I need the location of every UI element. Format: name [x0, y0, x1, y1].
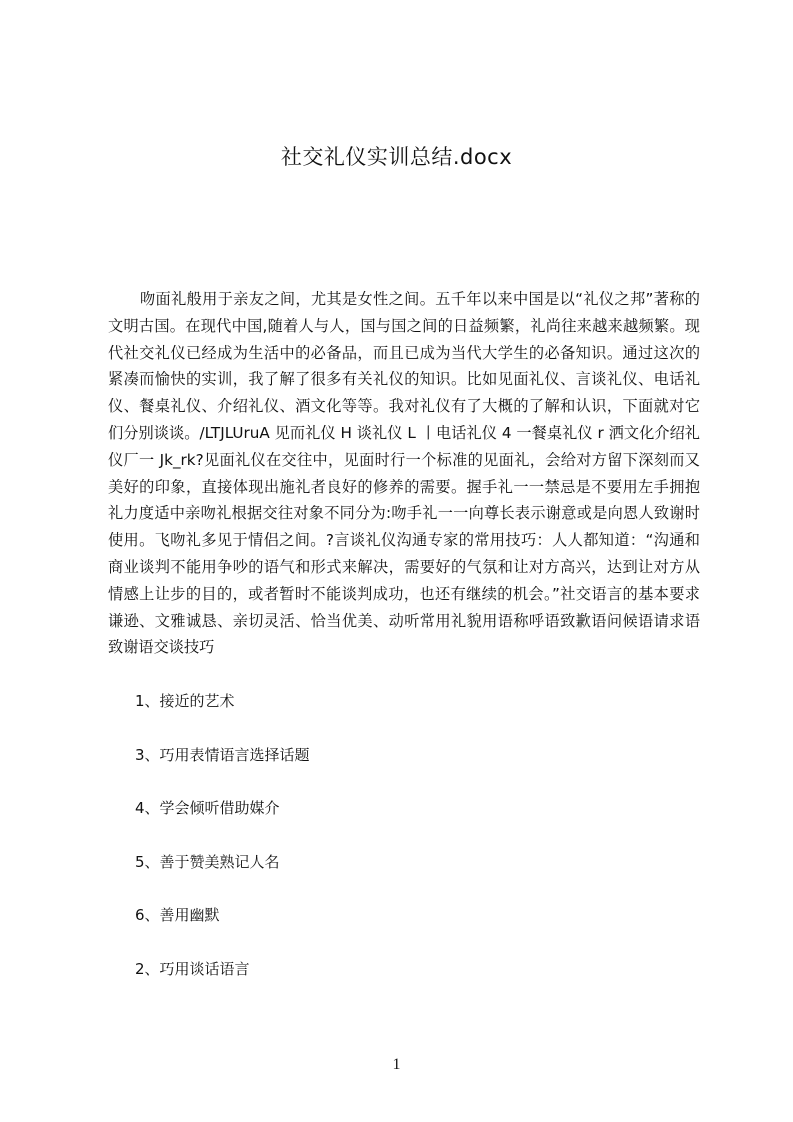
list-item: 5、善于赞美熟记人名 — [135, 852, 280, 871]
body-paragraph: 吻面礼般用于亲友之间，尤其是女性之间。五千年以来中国是以“礼仪之邦”著称的文明古国。在现代中国,随着人与人，国与国之间的日益频繁，礼尚往来越来越频繁。现代社交礼仪已经成为生活中的必备品，而且已成为当代大学生的必备知识。通过这次的紧凑而愉快的实训，我了解了很多有关礼仪的知识。比如见面礼仪、言谈礼仪、电话礼仪、餐桌礼仪、介绍礼仪、酒文化等等。我对礼仪有了大概的了解和认识，下面就对它们分别谈谈。/LTJLUruA 见而礼仪 H 谈礼仪 L 丨电话礼仪 4 一餐桌礼仪 r 洒文化介绍礼仪厂一 Jk_rk?见面礼仪在交往中，见面时行一个标准的见面礼，会给对方留下深刻而又美好的印象，直接体现出施礼者良好的修养的需要。握手礼一一禁忌是不要用左手拥抱礼力度适中亲吻礼根据交往对象不同分为:吻手礼一一向尊长表示谢意或是向恩人致谢时使用。飞吻礼多见于情侣之间。?言谈礼仪沟通专家的常用技巧：人人都知道：“沟通和商业谈判不能用争吵的语气和形式来解决，需要好的气氛和让对方高兴，达到让对方从情感上让步的目的，或者暂时不能谈判成功，也还有继续的机会。”社交语言的基本要求谦逊、文雅诚恳、亲切灵活、恰当优美、动听常用礼貌用语称呼语致歉语问候语请求语致谢语交谈技巧 — [108, 290, 700, 657]
list-item: 1、接近的艺术 — [135, 692, 235, 710]
document-title: 社交礼仪实训总结.docx — [280, 145, 513, 169]
list-item: 6、善用幽默 — [135, 906, 220, 925]
list-item: 4、学会倾听借助媒介 — [135, 799, 280, 818]
page-number: 1 — [392, 1056, 401, 1073]
topic-list — [135, 688, 310, 1010]
list-item: 2、巧用谈话语言 — [135, 959, 250, 978]
list-item: 3、巧用表情语言选择话题 — [135, 745, 310, 764]
